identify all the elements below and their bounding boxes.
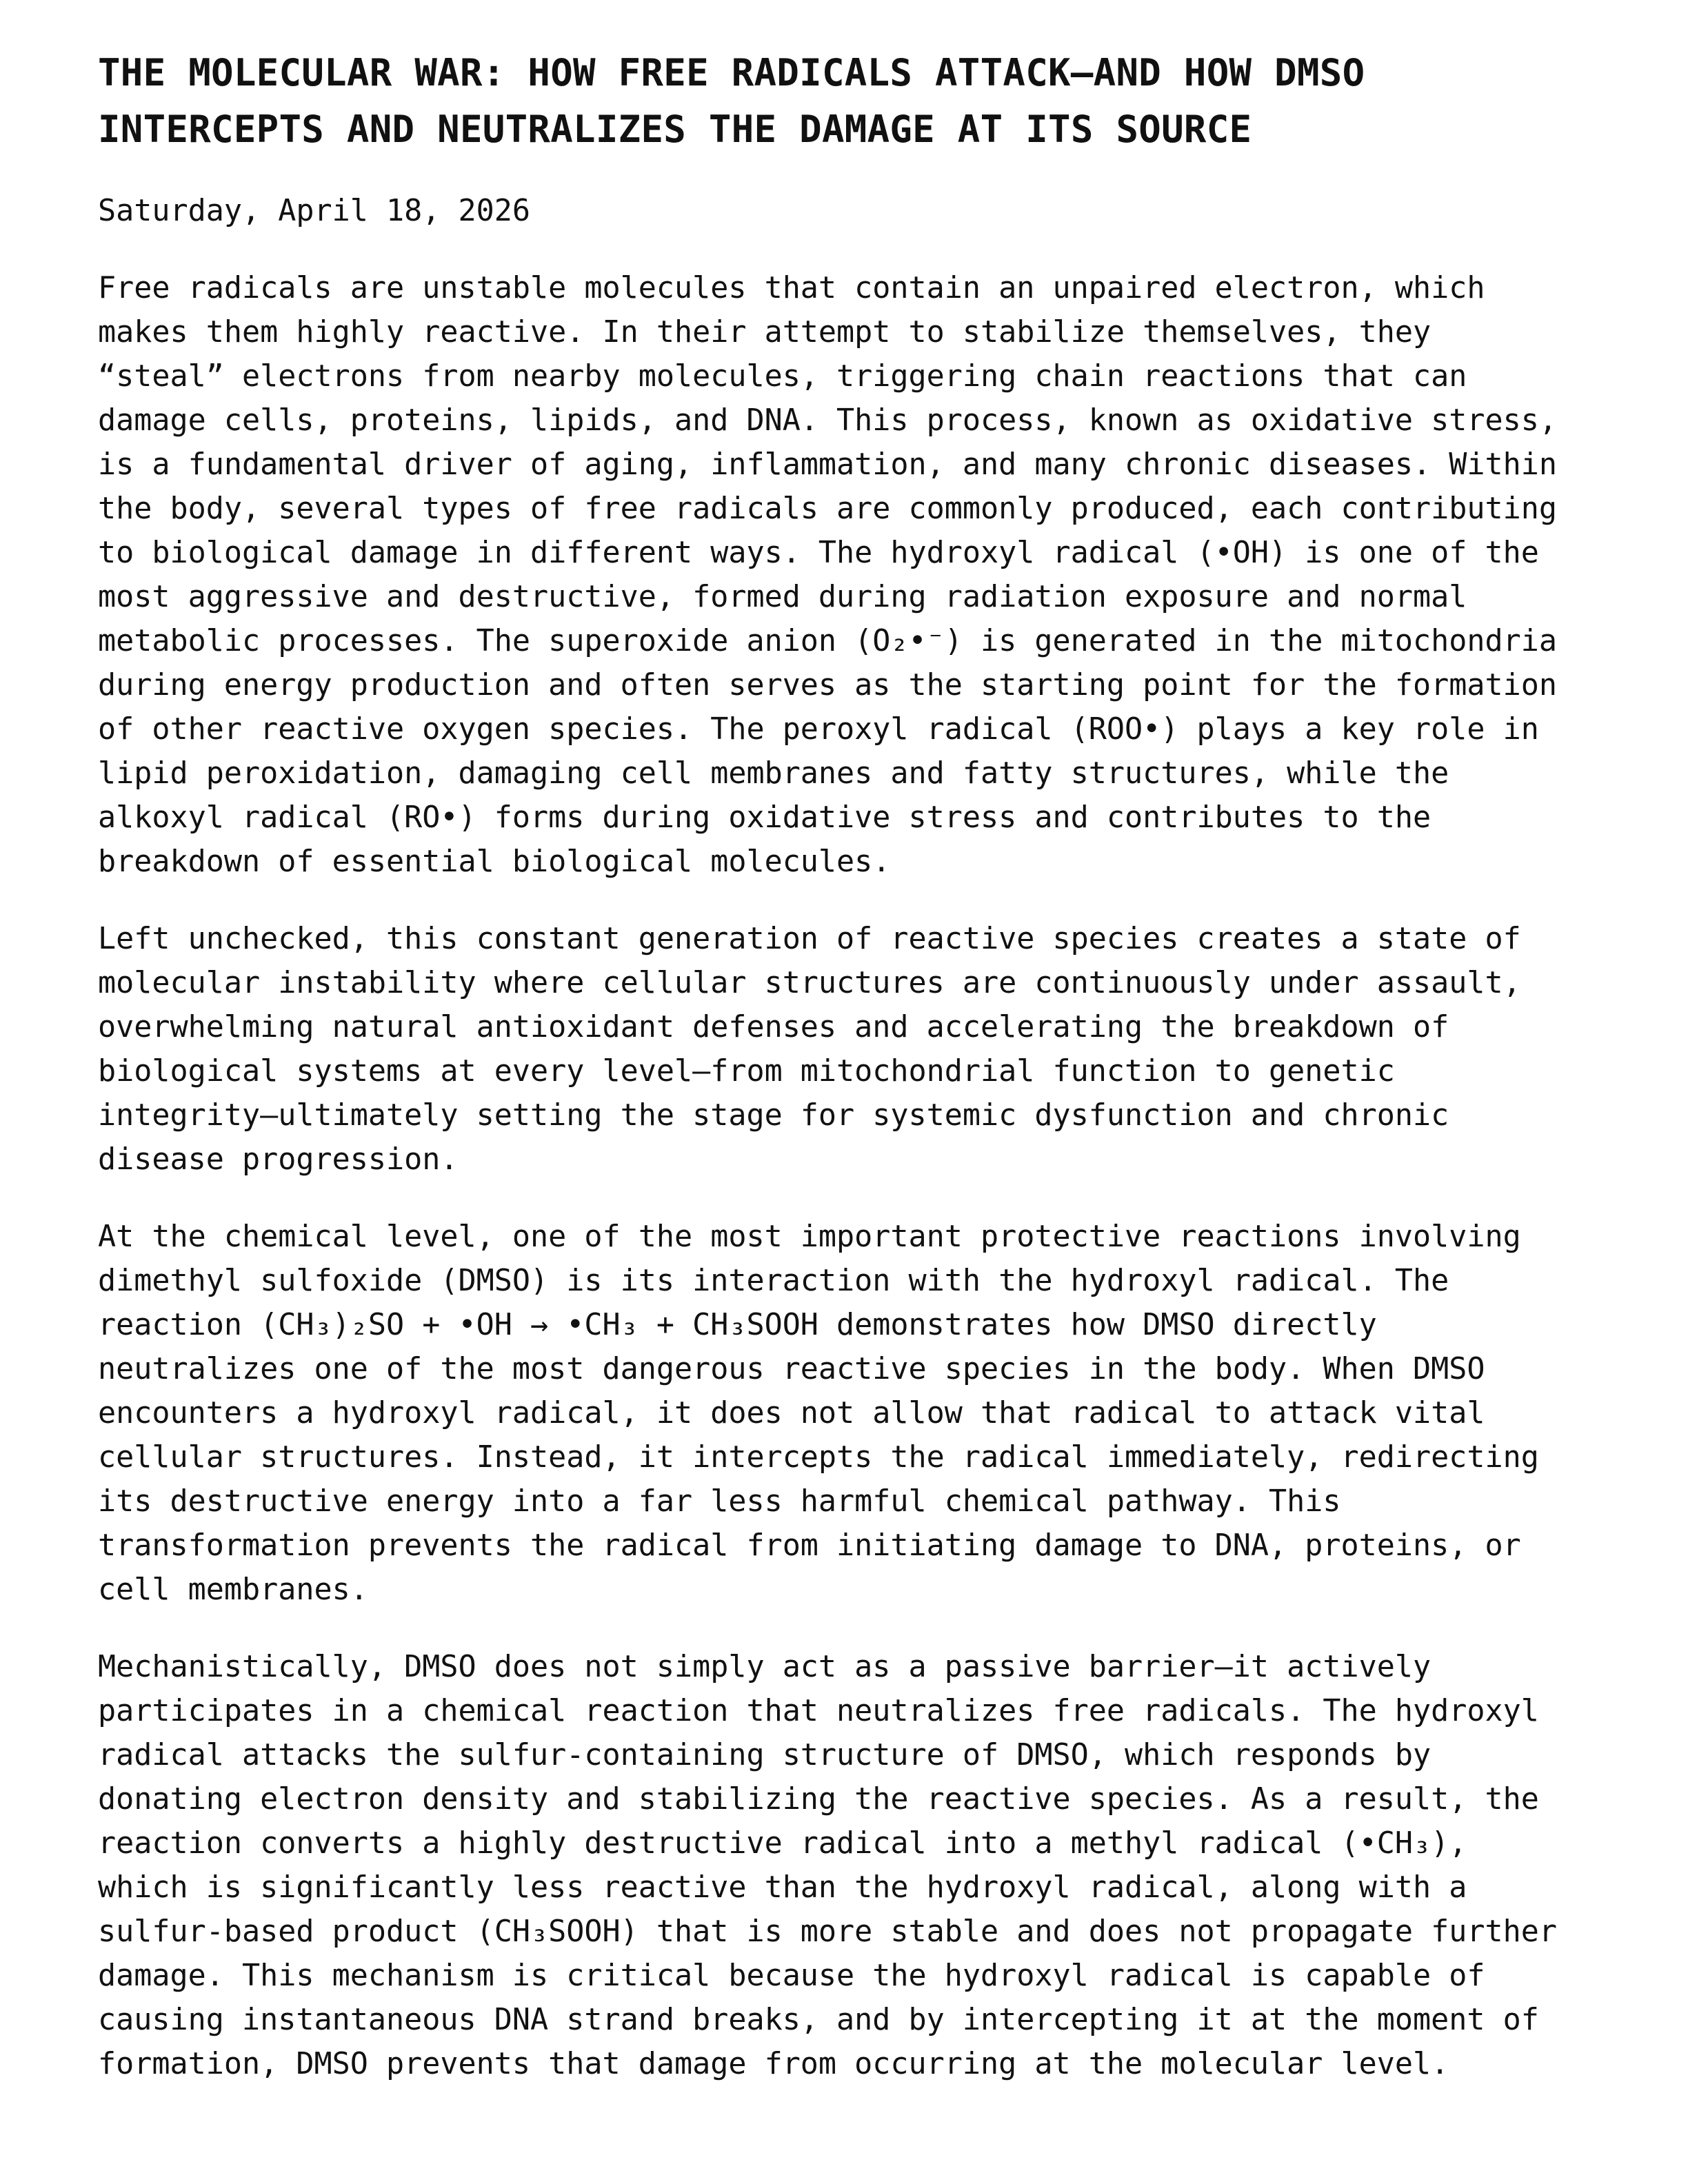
paragraph-line: the body, several types of free radicals are commonly produced, each contributing xyxy=(98,492,1557,526)
paragraph-line: participates in a chemical reaction that neutralizes free radicals. The hydroxyl xyxy=(98,1694,1539,1728)
paragraph-line: most aggressive and destructive, formed during radiation exposure and normal xyxy=(98,580,1467,614)
paragraph xyxy=(98,1215,1557,1612)
paragraph-line: formation, DMSO prevents that damage from occurring at the molecular level. xyxy=(98,2047,1449,2081)
paragraph-line: to biological damage in different ways. The hydroxyl radical (•OH) is one of the xyxy=(98,536,1539,570)
paragraph-line: encounters a hydroxyl radical, it does not allow that radical to attack vital xyxy=(98,1396,1485,1430)
article-body xyxy=(98,266,1557,2086)
paragraph-line: integrity—ultimately setting the stage for systemic dysfunction and chronic xyxy=(98,1098,1449,1133)
paragraph-line: neutralizes one of the most dangerous reactive species in the body. When DMSO xyxy=(98,1352,1485,1386)
paragraph-line: damage cells, proteins, lipids, and DNA. This process, known as oxidative stress, xyxy=(98,403,1557,438)
paragraph-line: lipid peroxidation, damaging cell membranes and fatty structures, while the xyxy=(98,756,1449,791)
paragraph-line: donating electron density and stabilizing the reactive species. As a result, the xyxy=(98,1782,1539,1817)
paragraph-line: is a fundamental driver of aging, inflammation, and many chronic diseases. Within xyxy=(98,447,1557,482)
paragraph-line: breakdown of essential biological molecules. xyxy=(98,845,891,879)
paragraph-line: alkoxyl radical (RO•) forms during oxidative stress and contributes to the xyxy=(98,800,1431,835)
paragraph xyxy=(98,266,1557,884)
paragraph-line: metabolic processes. The superoxide anion (O₂•⁻) is generated in the mitochondria xyxy=(98,624,1557,658)
paragraph xyxy=(98,917,1557,1182)
paragraph-line: biological systems at every level—from mitochondrial function to genetic xyxy=(98,1054,1395,1089)
article-date: Saturday, April 18, 2026 xyxy=(98,194,530,228)
paragraph-line: causing instantaneous DNA strand breaks, and by intercepting it at the moment of xyxy=(98,2003,1539,2037)
paragraph-line: molecular instability where cellular structures are continuously under assault, xyxy=(98,966,1521,1000)
paragraph-line: during energy production and often serves as the starting point for the formation xyxy=(98,668,1557,702)
paragraph-line: transformation prevents the radical from initiating damage to DNA, proteins, or xyxy=(98,1528,1521,1563)
paragraph-line: its destructive energy into a far less harmful chemical pathway. This xyxy=(98,1484,1341,1519)
paragraph-line: sulfur-based product (CH₃SOOH) that is more stable and does not propagate further xyxy=(98,1914,1557,1949)
paragraph-line: “steal” electrons from nearby molecules, triggering chain reactions that can xyxy=(98,359,1467,394)
paragraph-line: Mechanistically, DMSO does not simply act as a passive barrier—it actively xyxy=(98,1650,1431,1684)
paragraph-line: At the chemical level, one of the most important protective reactions involving xyxy=(98,1220,1521,1254)
paragraph-line: Free radicals are unstable molecules that contain an unpaired electron, which xyxy=(98,271,1485,305)
title-line: THE MOLECULAR WAR: HOW FREE RADICALS ATTACK—AND HOW DMSO xyxy=(98,51,1365,94)
paragraph-line: disease progression. xyxy=(98,1142,459,1177)
paragraph-line: Left unchecked, this constant generation of reactive species creates a state of xyxy=(98,922,1521,956)
article-title xyxy=(98,45,1557,158)
paragraph-line: reaction (CH₃)₂SO + •OH → •CH₃ + CH₃SOOH demonstrates how DMSO directly xyxy=(98,1308,1377,1342)
paragraph-line: cellular structures. Instead, it intercepts the radical immediately, redirecting xyxy=(98,1440,1539,1475)
paragraph-line: which is significantly less reactive than the hydroxyl radical, along with a xyxy=(98,1870,1467,1905)
paragraph-line: damage. This mechanism is critical because the hydroxyl radical is capable of xyxy=(98,1959,1485,1993)
paragraph-line: cell membranes. xyxy=(98,1573,368,1607)
paragraph-line: radical attacks the sulfur-containing structure of DMSO, which responds by xyxy=(98,1738,1431,1772)
paragraph-line: dimethyl sulfoxide (DMSO) is its interaction with the hydroxyl radical. The xyxy=(98,1264,1449,1298)
paragraph-line: of other reactive oxygen species. The peroxyl radical (ROO•) plays a key role in xyxy=(98,712,1539,747)
title-line: INTERCEPTS AND NEUTRALIZES THE DAMAGE AT ITS SOURCE xyxy=(98,108,1252,151)
paragraph-line: reaction converts a highly destructive radical into a methyl radical (•CH₃), xyxy=(98,1826,1467,1861)
paragraph xyxy=(98,1645,1557,2086)
paragraph-line: overwhelming natural antioxidant defenses and accelerating the breakdown of xyxy=(98,1010,1449,1044)
paragraph-line: makes them highly reactive. In their attempt to stabilize themselves, they xyxy=(98,315,1431,350)
document-page xyxy=(98,45,1557,2086)
